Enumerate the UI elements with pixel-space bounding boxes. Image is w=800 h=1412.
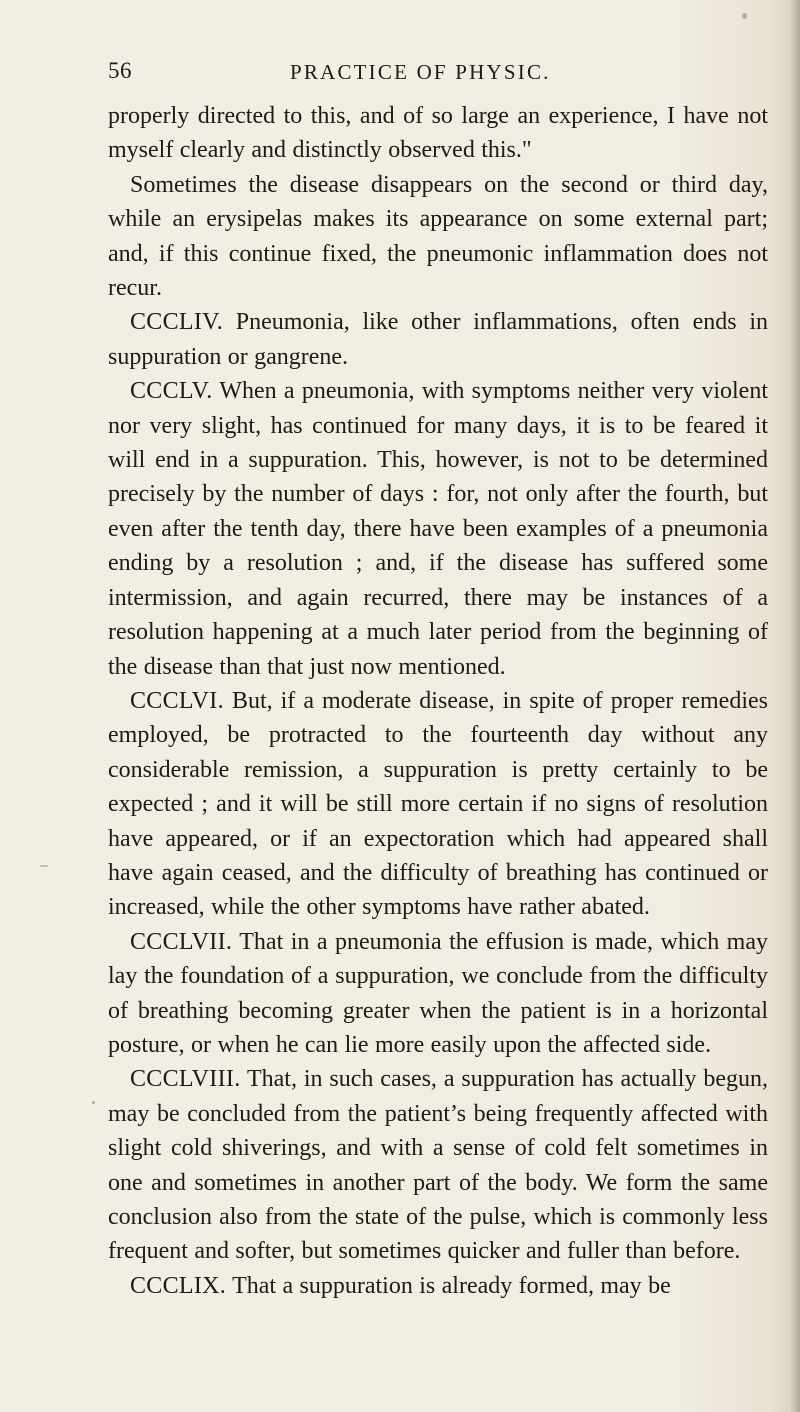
section-ccclvi — [108, 684, 768, 925]
section-ccclviii — [108, 1062, 768, 1268]
page-number: 56 — [108, 58, 132, 83]
paper-speck — [92, 1101, 95, 1104]
section-ccclv — [108, 374, 768, 684]
section-number: CCCLIV. — [130, 309, 224, 336]
paragraph-text: When a pneumonia, with symptoms neither very violent nor very slight, has continued for many days, it is to be feared it will end in a suppuration. This, however, is not to be determined precisely by the number of days : for, not only after the fourth, but even after the tenth day, there have been examples of a pneumonia ending by a resolution ; and, if the disease has suffered some intermission, and again recurred, there may be instances of a resolution happening at a much later period from the beginning of the disease than that just now mentioned. — [108, 378, 769, 680]
section-number: CCCLVIII. — [130, 1066, 241, 1093]
paragraph-text: But, if a moderate disease, in spite of proper remedies employed, be protracted to the fourteenth day without any considerable remission, a suppuration is pretty certainly to be expected ; and it will be still more certain if no signs of resolution have appeared, or if an expectoration which had appeared shall have again ceased, and the difficulty of breathing has continued or increased, while the other symptoms have rather abated. — [108, 687, 768, 921]
paragraph-text: properly directed to this, and of so large an experience, I have not myself clearly and distinctly observed this." — [108, 103, 768, 164]
section-ccclvii — [108, 925, 768, 1063]
section-number: CCCLIX. — [130, 1272, 227, 1299]
paragraph-text: That a suppuration is already formed, may be — [232, 1272, 671, 1299]
section-cccliv — [108, 305, 768, 374]
page-header — [108, 58, 768, 92]
section-number: CCCLV. — [130, 378, 213, 405]
section-number: CCCLVII. — [130, 928, 233, 955]
page-edge-shadow — [790, 0, 800, 1412]
paragraph-text: That, in such cases, a suppuration has actually begun, may be concluded from the patient’s being frequently affected with slight cold shiverings, and with a sense of cold felt sometimes in one and sometimes in another part of the body. We form the same conclusion also from the state of the pulse, which is commonly less frequent and softer, but sometimes quicker and fuller than before. — [108, 1066, 768, 1265]
paragraph-text: Pneumonia, like other inflammations, often ends in suppuration or gangrene. — [108, 309, 768, 370]
paper-speck — [40, 865, 48, 867]
paragraph-erysipelas — [108, 168, 768, 306]
section-ccclix — [108, 1269, 768, 1303]
paper-speck — [742, 13, 747, 19]
paragraph-text: That in a pneumonia the effusion is made, which may lay the foundation of a suppuration, we conclude from the difficulty of breathing becoming greater when the patient is in a horizontal posture, or when he can lie more easily upon the affected side. — [108, 928, 768, 1058]
running-head: PRACTICE OF PHYSIC. — [290, 60, 551, 84]
section-number: CCCLVI. — [130, 687, 224, 714]
paragraph-text: Sometimes the disease disappears on the second or third day, while an erysipelas makes its appearance on some external part; and, if this continue fixed, the pneumonic inflammation does not recur. — [108, 171, 768, 302]
body-text — [108, 99, 768, 1303]
paragraph-continuation — [108, 99, 768, 168]
